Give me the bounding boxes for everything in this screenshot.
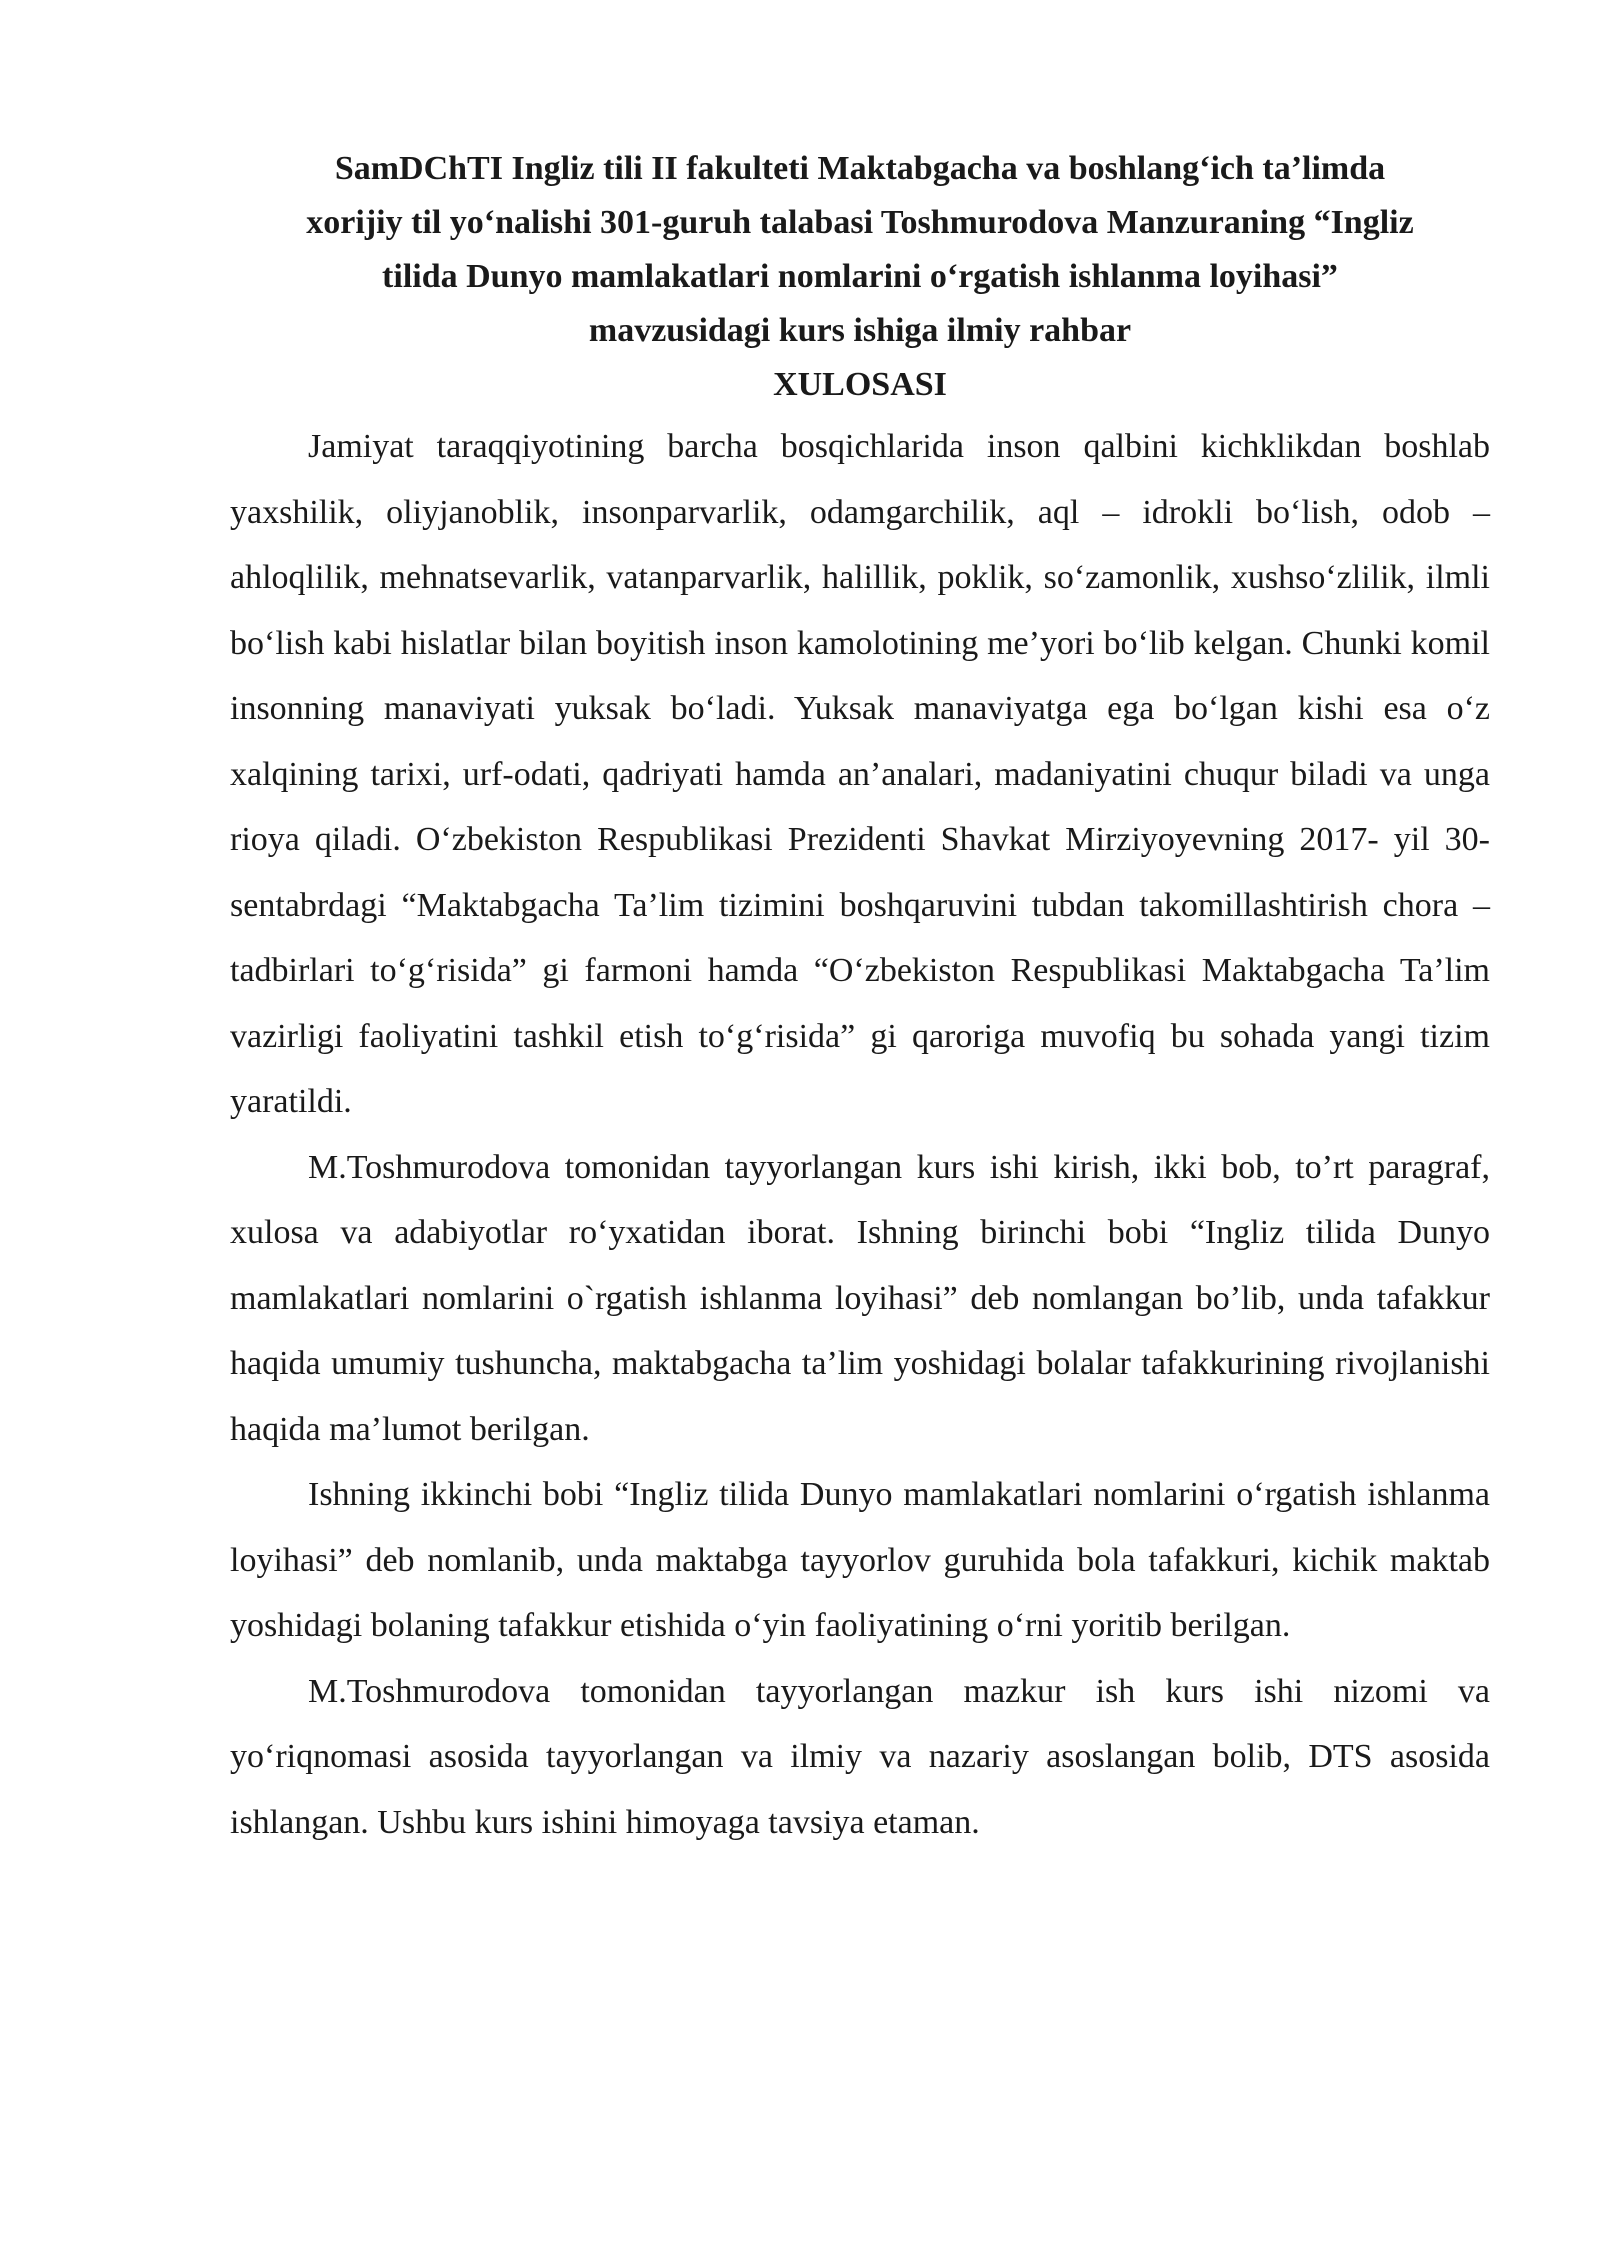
document-subtitle: XULOSASI [773,366,947,403]
paragraph-structure: M.Toshmurodova tomonidan tayyorlangan kurs ishi kirish, ikki bob, to’rt paragraf, xulosa va adabiyotlar ro‘yxatidan iborat. Ishning birinchi bobi “Ingliz tilida Dunyo mamlakatlari nomlarini o`rgatish ishlanma loyihasi” deb nomlangan bo’lib, unda tafakkur haqida umumiy tushuncha, maktabgacha ta’lim yoshidagi bolalar tafakkurining rivojlanishi haqida ma’lumot berilgan. [230,1148,1490,1448]
paragraph-intro: Jamiyat taraqqiyotining barcha bosqichlarida inson qalbini kichklikdan boshlab yaxshilik, oliyjanoblik, insonparvarlik, odamgarchilik, aql – idrokli bo‘lish, odob – ahloqlilik, mehnatsevarlik, vatanparvarlik, halillik, poklik, so‘zamonlik, xushso‘zlilik, ilmli bo‘lish kabi hislatlar bilan boyitish inson kamolotining me’yori bo‘lib kelgan. Chunki komil insonning manaviyati yuksak bo‘ladi. Yuksak manaviyatga ega bo‘lgan kishi esa o‘z xalqining tarixi, urf-odati, qadriyati hamda an’analari, madaniyatini chuqur biladi va unga rioya qiladi. O‘zbekiston Respublikasi Prezidenti Shavkat Mirziyoyevning 2017- yil 30-sentabrdagi “Maktabgacha Ta’lim tizimini boshqaruvini tubdan takomillashtirish chora – tadbirlari to‘g‘risida” gi farmoni hamda “O‘zbekiston Respublikasi Maktabgacha Ta’lim vazirligi faoliyatini tashkil etish to‘g‘risida” gi qaroriga muvofiq bu sohada yangi tizim yaratildi. [230,428,1490,1120]
paragraph-chapter-two: Ishning ikkinchi bobi “Ingliz tilida Dunyo mamlakatlari nomlarini o‘rgatish ishlanma loyihasi” deb nomlanib, unda maktabga tayyorlov guruhida bola tafakkuri, kichik maktab yoshidagi bolaning tafakkur etishida o‘yin faoliyatining o‘rni yoritib berilgan. [230,1476,1490,1644]
paragraph-conclusion: M.Toshmurodova tomonidan tayyorlangan mazkur ish kurs ishi nizomi va yo‘riqnomasi asosida tayyorlangan va ilmiy va nazariy asoslangan bolib, DTS asosida ishlangan. Ushbu kurs ishini himoyaga tavsiya etaman. [230,1672,1490,1841]
document-page [230,142,1490,1855]
heading-line-1: SamDChTI Ingliz tili II fakulteti Maktabgacha va boshlang‘ich ta’limda [334,150,1386,187]
heading-line-2: xorijiy til yo‘nalishi 301-guruh talabasi Toshmurodova Manzuraning “Ingliz [306,204,1414,241]
heading-line-4: mavzusidagi kurs ishiga ilmiy rahbar [588,312,1132,349]
document-heading [230,142,1490,358]
heading-line-3: tilida Dunyo mamlakatlari nomlarini o‘rgatish ishlanma loyihasi” [382,258,1338,295]
